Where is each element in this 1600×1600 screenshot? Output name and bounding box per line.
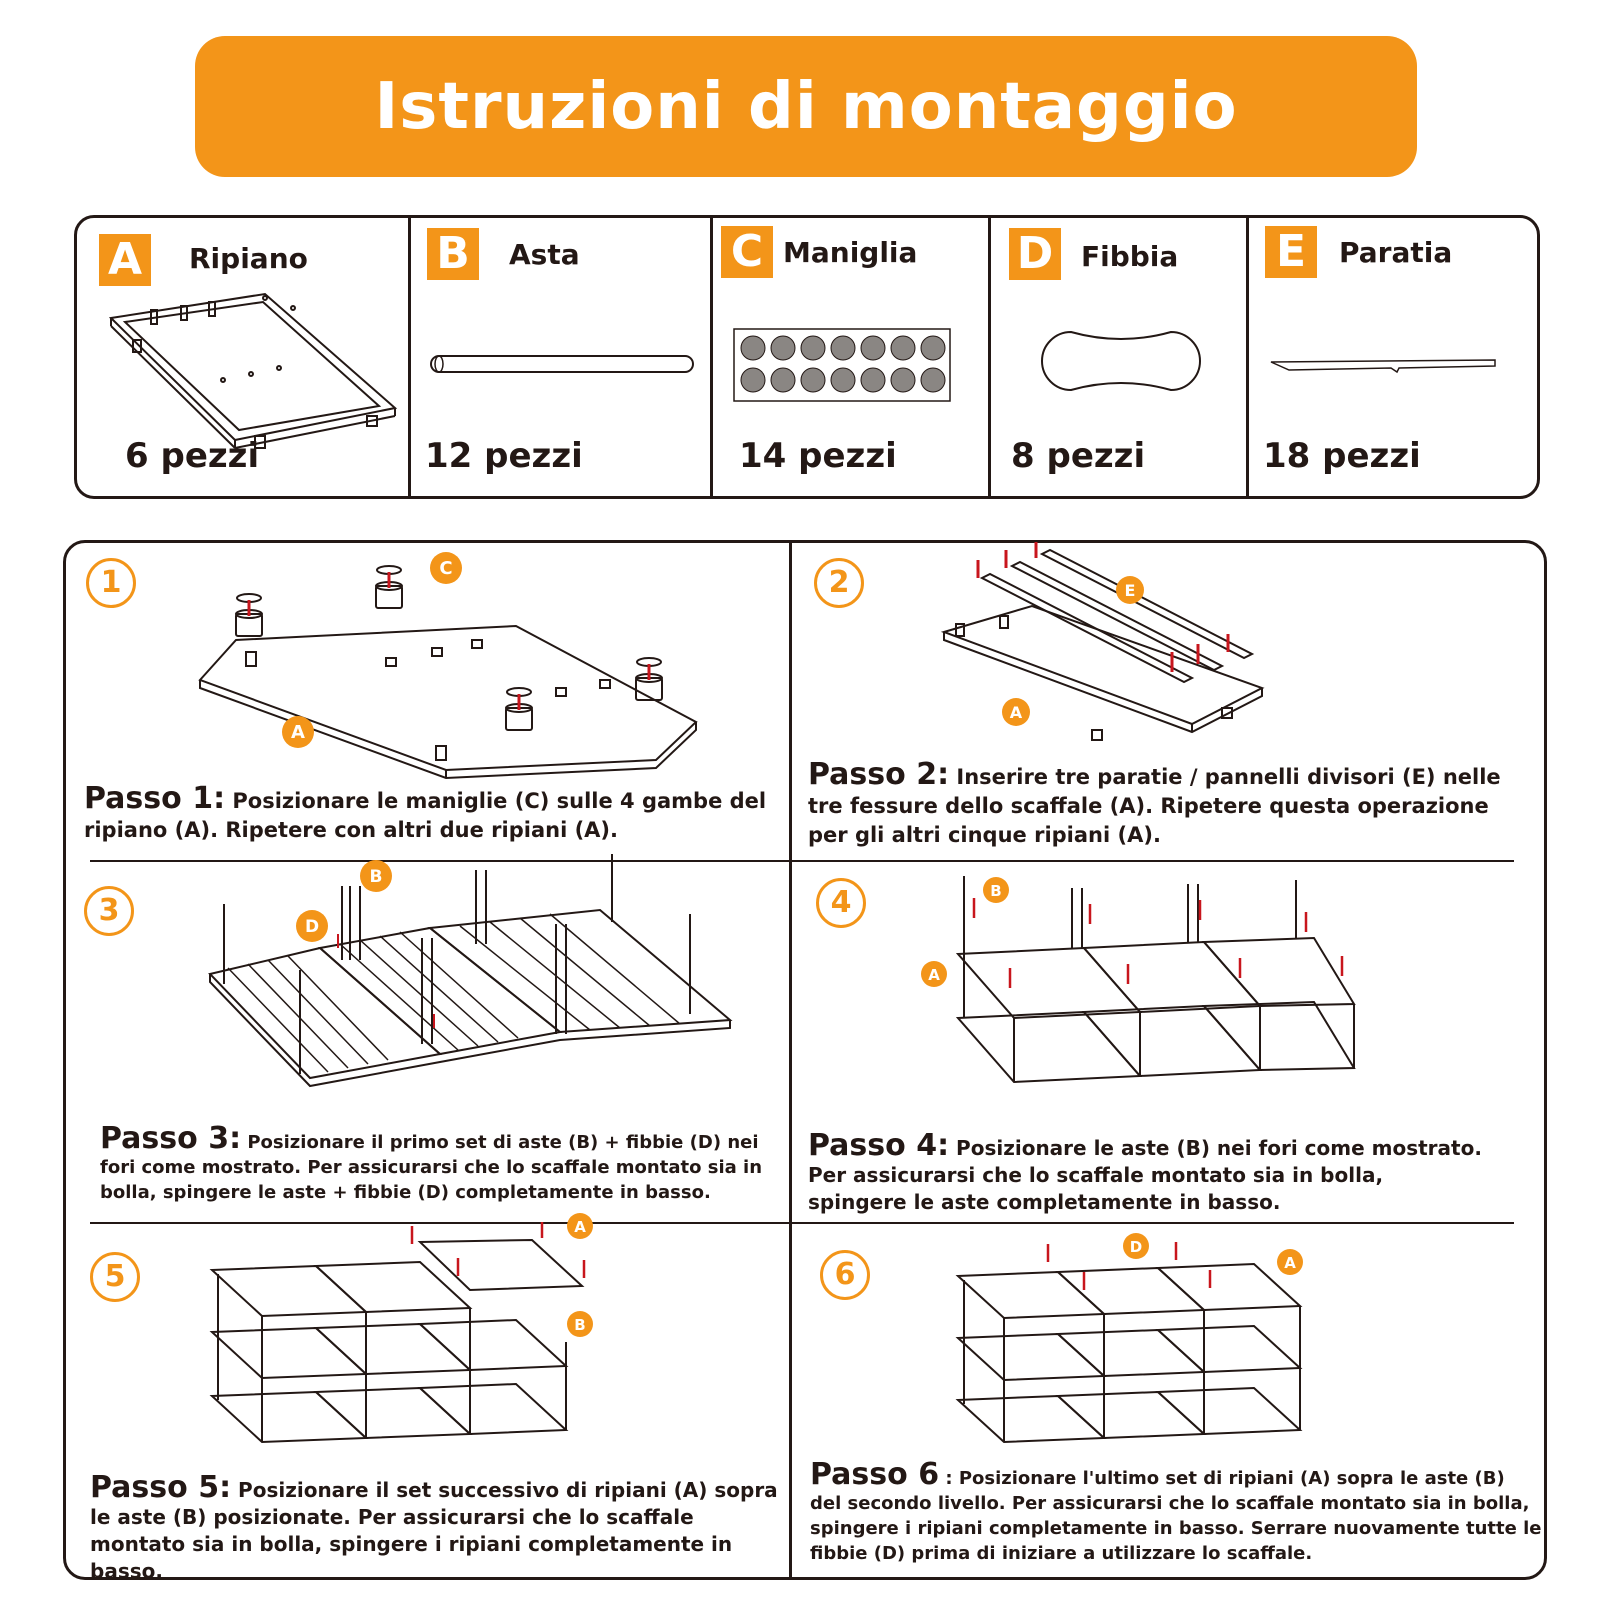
- step-text: Posizionare le aste (B) nei fori come mostrato. Per assicurarsi che lo scaffale montato sia in bolla, spingere le aste completamente in basso.: [808, 1136, 1482, 1214]
- step-text: Inserire tre paratie / pannelli divisori (E) nelle tre fessure dello scaffale (A). Ripetere questa operazione per gli altri cinque ripiani (A).: [808, 765, 1501, 847]
- step-text: Posizionare il set successivo di ripiani (A) sopra le aste (B) posizionate. Per assicurarsi che lo scaffale montato sia in bolla, spingere i ripiani completamente in basso.: [90, 1478, 778, 1583]
- part-name: Fibbia: [1081, 240, 1179, 273]
- title-banner: [195, 36, 1417, 177]
- step-number: 6: [820, 1250, 870, 1300]
- step-2-illustration: [942, 548, 1282, 748]
- step-heading: Passo 2:: [808, 757, 950, 792]
- step-1-illustration: [196, 560, 716, 780]
- step-2-description: [808, 757, 1518, 850]
- shelf-icon: [105, 288, 405, 458]
- label-a: A: [1009, 703, 1023, 722]
- step-number: 1: [86, 558, 136, 608]
- part-letter: B: [427, 228, 479, 280]
- part-qty: 8 pezzi: [1011, 436, 1146, 476]
- part-d: [991, 218, 1249, 496]
- part-qty: 18 pezzi: [1263, 436, 1421, 476]
- label-d: D: [1129, 1238, 1143, 1256]
- step-text: : Posizionare l'ultimo set di ripiani (A) sopra le aste (B) del secondo livello. Per assicurarsi che lo scaffale montato sia in bolla, spingere i ripiani completamente in basso. Serrare nuovamente tutte le fibbie (D) prima di iniziare a utilizzare lo scaffale.: [810, 1468, 1542, 1564]
- label-b: B: [990, 882, 1002, 900]
- label-a: A: [291, 722, 305, 743]
- part-qty: 14 pezzi: [739, 436, 897, 476]
- step-heading: Passo 3:: [100, 1121, 242, 1156]
- step-6-description: [810, 1457, 1542, 1566]
- step-6-illustration: [954, 1240, 1314, 1470]
- step-heading: Passo 5:: [90, 1470, 232, 1505]
- step-heading: Passo 6: [810, 1457, 940, 1492]
- step-heading: Passo 1:: [84, 781, 226, 816]
- step-3-description: [100, 1121, 776, 1205]
- part-e: [1249, 218, 1537, 496]
- part-letter: D: [1009, 228, 1061, 280]
- part-qty: 6 pezzi: [125, 436, 260, 476]
- label-b: B: [369, 867, 383, 887]
- page-title: Istruzioni di montaggio: [374, 69, 1238, 144]
- step-number: 2: [814, 558, 864, 608]
- step-4-illustration: [928, 868, 1364, 1108]
- part-a: [77, 218, 411, 496]
- step-text: Posizionare il primo set di aste (B) + fibbie (D) nei fori come mostrato. Per assicurarsi che lo scaffale montato sia in bolla, spingere le aste + fibbie (D) completamente in basso.: [100, 1132, 763, 1203]
- part-letter: E: [1265, 226, 1317, 278]
- label-a: A: [574, 1218, 586, 1236]
- divider-icon: [1269, 354, 1499, 384]
- part-c: [713, 218, 991, 496]
- step-heading: Passo 4:: [808, 1128, 950, 1163]
- part-b: [411, 218, 713, 496]
- handle-pads-icon: [733, 328, 953, 404]
- parts-list: [74, 215, 1540, 499]
- part-letter: C: [721, 226, 773, 278]
- step-5-description: [90, 1470, 780, 1585]
- label-a: A: [928, 966, 940, 984]
- steps-divider-vertical: [789, 540, 792, 1580]
- label-d: D: [304, 917, 320, 937]
- label-e: E: [1124, 581, 1136, 600]
- step-1-description: [84, 781, 774, 845]
- rod-icon: [429, 350, 699, 380]
- steps-divider-1: [90, 860, 1514, 862]
- label-c: C: [439, 558, 453, 579]
- part-qty: 12 pezzi: [425, 436, 583, 476]
- steps-divider-2: [90, 1222, 1514, 1224]
- step-4-description: [808, 1128, 1488, 1216]
- step-text: Posizionare le maniglie (C) sulle 4 gambe del ripiano (A). Ripetere con altri due ripiani (A).: [84, 789, 767, 842]
- step-5-illustration: [206, 1218, 626, 1472]
- part-letter: A: [99, 234, 151, 286]
- step-number: 3: [84, 886, 134, 936]
- step-number: 4: [816, 878, 866, 928]
- buckle-icon: [1041, 326, 1201, 396]
- part-name: Asta: [509, 238, 580, 271]
- step-3-illustration: [200, 864, 730, 1104]
- part-name: Paratia: [1339, 236, 1453, 269]
- label-a: A: [1284, 1254, 1296, 1272]
- label-b: B: [574, 1316, 586, 1334]
- step-number: 5: [90, 1252, 140, 1302]
- part-name: Maniglia: [783, 236, 918, 269]
- part-name: Ripiano: [189, 242, 308, 275]
